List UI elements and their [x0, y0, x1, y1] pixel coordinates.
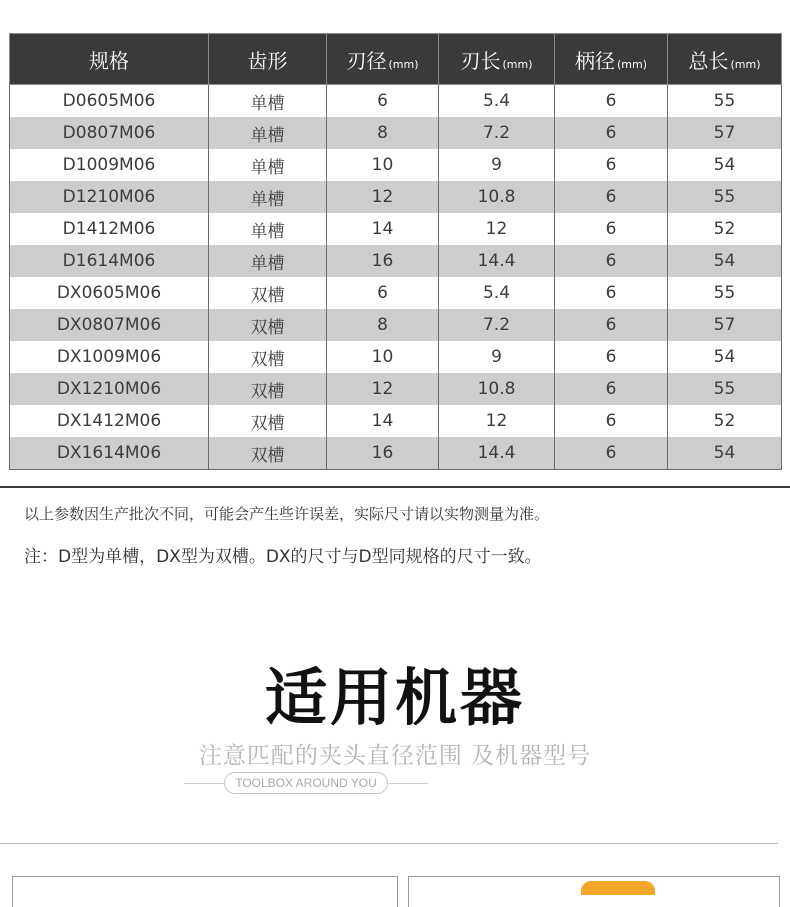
section-divider	[0, 843, 778, 844]
header-blade-diameter: 刃径 (mm)	[327, 34, 439, 85]
cell-blade-diameter: 12	[327, 373, 439, 405]
cell-blade-diameter: 12	[327, 181, 439, 213]
cell-tooth: 双槽	[209, 437, 327, 470]
cell-blade-length: 10.8	[439, 181, 555, 213]
cell-spec: D1009M06	[10, 149, 209, 181]
cell-tooth: 双槽	[209, 373, 327, 405]
table-row	[10, 437, 782, 470]
cell-shank-diameter: 6	[555, 309, 668, 341]
header-shank-diameter: 柄径 (mm)	[555, 34, 668, 85]
tag-line-left	[184, 783, 224, 784]
cell-blade-diameter: 6	[327, 277, 439, 309]
cell-tooth: 双槽	[209, 405, 327, 437]
tag-line-right	[388, 783, 428, 784]
cell-total-length: 55	[668, 373, 782, 405]
cell-spec: D1210M06	[10, 181, 209, 213]
header-total-length: 总长 (mm)	[668, 34, 782, 85]
cell-total-length: 55	[668, 277, 782, 309]
machine-card-left[interactable]	[12, 876, 398, 907]
section-title: 适用机器	[264, 661, 525, 734]
cell-tooth: 单槽	[209, 181, 327, 213]
cell-tooth: 单槽	[209, 149, 327, 181]
table-row	[10, 309, 782, 341]
cell-spec: DX1009M06	[10, 341, 209, 373]
cell-total-length: 54	[668, 149, 782, 181]
table-row	[10, 373, 782, 405]
cell-blade-length: 12	[439, 405, 555, 437]
cell-shank-diameter: 6	[555, 213, 668, 245]
cell-total-length: 52	[668, 213, 782, 245]
header-blade-length: 刃长 (mm)	[439, 34, 555, 85]
cell-total-length: 54	[668, 245, 782, 277]
cell-blade-length: 9	[439, 149, 555, 181]
cell-tooth: 单槽	[209, 245, 327, 277]
separator-line	[0, 486, 790, 488]
table-row	[10, 405, 782, 437]
cell-spec: DX1412M06	[10, 405, 209, 437]
cell-blade-length: 7.2	[439, 309, 555, 341]
cell-blade-diameter: 16	[327, 245, 439, 277]
cell-shank-diameter: 6	[555, 277, 668, 309]
cell-tooth: 双槽	[209, 277, 327, 309]
cell-spec: D0807M06	[10, 117, 209, 149]
cell-blade-diameter: 16	[327, 437, 439, 470]
header-spec: 规格	[10, 34, 209, 85]
table-row	[10, 149, 782, 181]
cell-blade-length: 5.4	[439, 277, 555, 309]
cell-blade-length: 14.4	[439, 245, 555, 277]
spec-table	[9, 33, 782, 470]
disclaimer-note: 以上参数因生产批次不同，可能会产生些许误差，实际尺寸请以实物测量为准。	[24, 505, 550, 523]
cell-shank-diameter: 6	[555, 341, 668, 373]
cell-blade-diameter: 14	[327, 405, 439, 437]
cell-shank-diameter: 6	[555, 117, 668, 149]
section-subtitle: 注意匹配的夹头直径范围 及机器型号	[198, 743, 592, 769]
cell-total-length: 57	[668, 309, 782, 341]
cell-shank-diameter: 6	[555, 437, 668, 470]
cell-blade-length: 7.2	[439, 117, 555, 149]
machine-image-thumb	[581, 881, 655, 895]
cell-total-length: 54	[668, 437, 782, 470]
cell-spec: DX1614M06	[10, 437, 209, 470]
cell-blade-diameter: 8	[327, 117, 439, 149]
type-remark-note: 注：D型为单槽，DX型为双槽。DX的尺寸与D型同规格的尺寸一致。	[24, 547, 542, 567]
cell-blade-length: 14.4	[439, 437, 555, 470]
header-tooth: 齿形	[209, 34, 327, 85]
cell-spec: DX0605M06	[10, 277, 209, 309]
cell-shank-diameter: 6	[555, 245, 668, 277]
cell-total-length: 57	[668, 117, 782, 149]
cell-spec: DX0807M06	[10, 309, 209, 341]
table-row	[10, 117, 782, 149]
cell-total-length: 55	[668, 181, 782, 213]
cell-tooth: 单槽	[209, 85, 327, 118]
table-row	[10, 85, 782, 118]
cell-total-length: 55	[668, 85, 782, 118]
cell-shank-diameter: 6	[555, 373, 668, 405]
cell-total-length: 54	[668, 341, 782, 373]
tag-pill: TOOLBOX AROUND YOU	[224, 772, 388, 794]
machine-card-right[interactable]	[408, 876, 780, 907]
table-row	[10, 341, 782, 373]
cell-spec: D0605M06	[10, 85, 209, 118]
cell-spec: D1412M06	[10, 213, 209, 245]
cell-shank-diameter: 6	[555, 405, 668, 437]
cell-tooth: 双槽	[209, 309, 327, 341]
cell-shank-diameter: 6	[555, 181, 668, 213]
table-row	[10, 245, 782, 277]
cell-blade-diameter: 10	[327, 149, 439, 181]
cell-blade-diameter: 14	[327, 213, 439, 245]
cell-blade-diameter: 8	[327, 309, 439, 341]
cell-spec: D1614M06	[10, 245, 209, 277]
table-row	[10, 181, 782, 213]
cell-blade-diameter: 6	[327, 85, 439, 118]
cell-shank-diameter: 6	[555, 85, 668, 118]
cell-tooth: 单槽	[209, 213, 327, 245]
table-row	[10, 277, 782, 309]
cell-blade-length: 12	[439, 213, 555, 245]
cell-total-length: 52	[668, 405, 782, 437]
cell-blade-length: 5.4	[439, 85, 555, 118]
cell-tooth: 双槽	[209, 341, 327, 373]
cell-blade-length: 9	[439, 341, 555, 373]
cell-spec: DX1210M06	[10, 373, 209, 405]
cell-tooth: 单槽	[209, 117, 327, 149]
cell-blade-length: 10.8	[439, 373, 555, 405]
table-row	[10, 213, 782, 245]
cell-blade-diameter: 10	[327, 341, 439, 373]
cell-shank-diameter: 6	[555, 149, 668, 181]
spec-table-header	[10, 34, 782, 85]
spec-table-body	[10, 85, 782, 470]
